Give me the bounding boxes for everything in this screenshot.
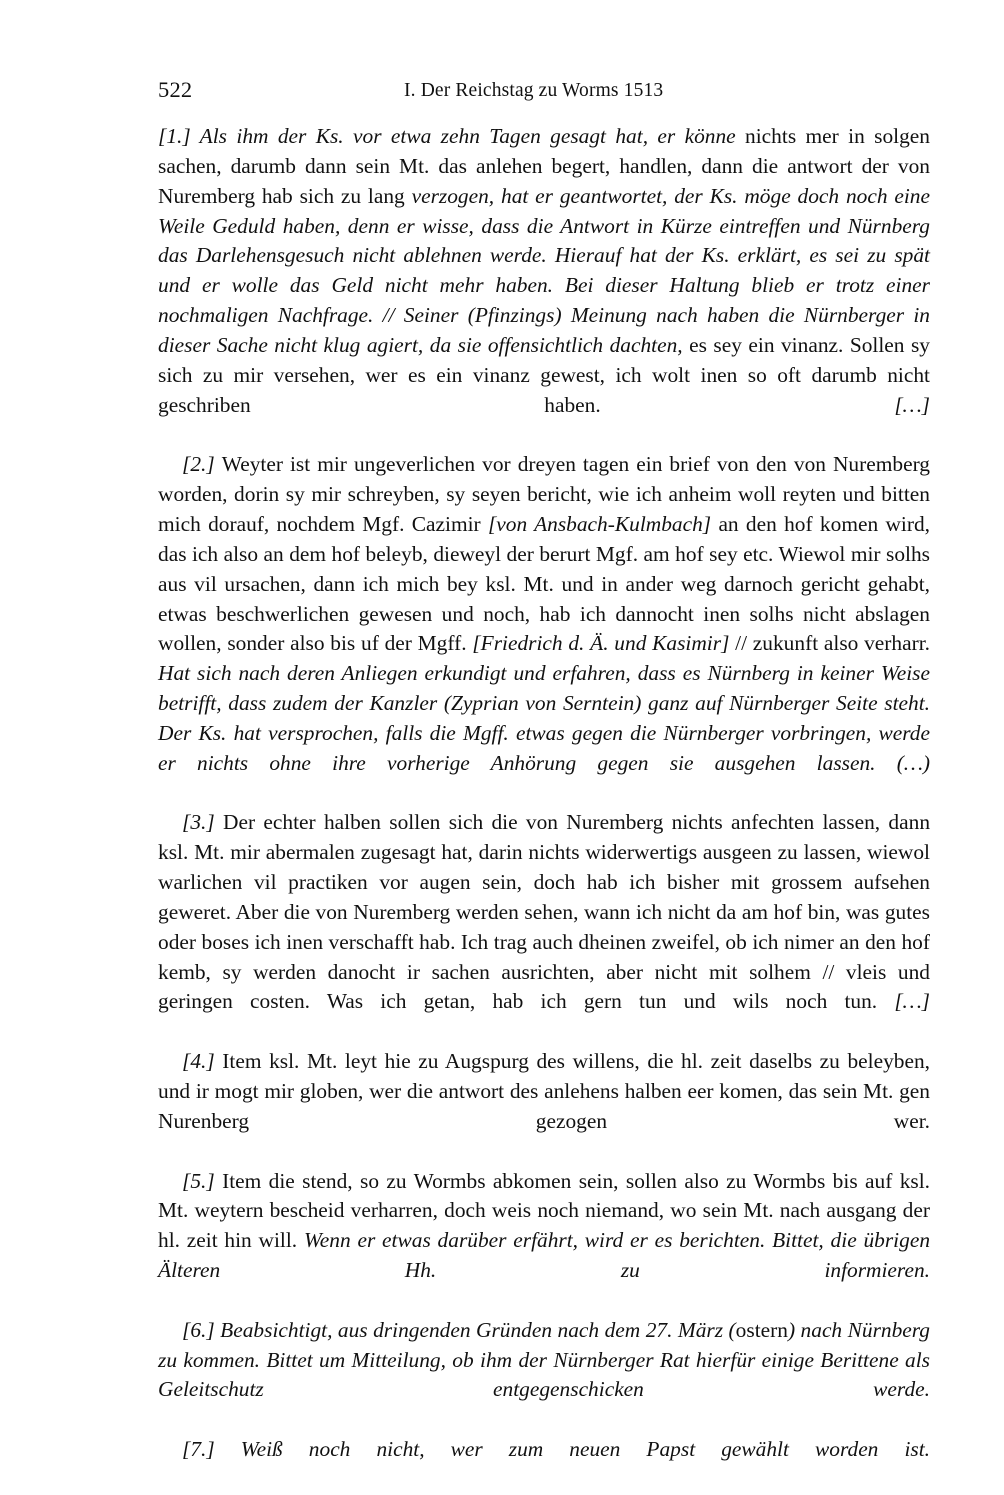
source-quotation-run: Weyter ist mir ungeverlichen vor dreyen tagen ein brief von den von Nuremberg worden, dorin sy mir schreyben, sy seyen bericht, wie ich anheim woll reyten und bitten mich dorauf, nochdem Mgf. Cazimir — [158, 452, 931, 536]
paragraph-4 — [158, 1047, 930, 1166]
editorial-summary-run: [4.] — [182, 1049, 223, 1074]
paragraph-3 — [158, 808, 930, 1047]
paragraph-6 — [158, 1316, 930, 1435]
paragraph-7 — [158, 1435, 930, 1495]
source-quotation-run: Der echter halben sollen sich die von Nuremberg nichts anfechten lassen, dann ksl. Mt. mir abermalen zugesagt hat, darin nichts widerwertigs ausgeen zu lassen, wiewol warlichen vil practiken vor augen sein, doch hab ich bisher mit grossem aufsehen geweret. Aber die von Nuremberg werden sehen, wann ich nicht da am hof bin, was gutes oder boses ich inen verschafft hab. Ich trag auch dheinen zweifel, ob ich nimer an den hof kemb, sy werden danocht ir sachen ausrichten, aber nicht mit solhem // vleis und geringen costen. Was ich getan, hab ich gern tun und wils noch tun. — [158, 810, 931, 1014]
editorial-summary-run: [von Ansbach-Kulmbach] — [487, 511, 719, 536]
editorial-summary-run: [6.] Beabsichtigt, aus dringenden Gründen nach dem 27. März ( — [182, 1317, 736, 1342]
editorial-summary-run: ) nach Nürnberg zu kommen. Bittet um Mitteilung, ob ihm der Nürnberger Rat hierfür einige Berittene als Geleitschutz entgegenschicken werde. — [158, 1317, 931, 1402]
paragraph-1 — [158, 122, 930, 450]
source-quotation-run: Item ksl. Mt. leyt hie zu Augspurg des willens, die hl. zeit daselbs zu beleyben, und ir mogt mir globen, wer die antwort des anlehens halben eer komen, das sein Mt. gen Nurenberg gezogen wer. — [158, 1049, 931, 1133]
editorial-summary-run: […] — [894, 989, 930, 1014]
editorial-summary-run: […] — [894, 392, 930, 417]
paragraph-5 — [158, 1167, 930, 1316]
source-quotation-run: an den hof komen wird, das ich also an dem hof beleyb, dieweyl der berurt Mgf. am hof sey etc. Wiewol mir solhs aus vil ursachen, dann ich mich bey ksl. Mt. und in ander weg darnoch gericht gehabt, etwas beschwerlichen gewesen und noch, hab ich dannocht inen solhs nicht abslagen wollen, sonder also bis uf der Mgff. — [158, 511, 931, 656]
editorial-summary-run: [5.] — [182, 1168, 223, 1193]
source-quotation-run: Item die stend, so zu Wormbs abkomen sein, sollen also zu Wormbs bis auf ksl. Mt. weytern bescheid verharren, doch weis noch niemand, wo sein Mt. nach ausgang der hl. zeit hin will. — [158, 1168, 931, 1253]
editorial-summary-run: [3.] — [182, 810, 224, 835]
editorial-summary-run: [2.] — [182, 452, 222, 477]
editorial-summary-run: verzogen, hat er geantwortet, der Ks. möge doch noch eine Weile Geduld haben, denn er wisse, dass die Antwort in Kürze eintreffen und Nürnberg das Darlehensgesuch nicht ablehnen werde. Hierauf hat der Ks. erklärt, es sei zu spät und er wolle das Geld nicht mehr haben. Bei dieser Haltung blieb er trotz einer nochmaligen Nachfrage. // Seiner (Pfinzings) Meinung nach haben die Nürnberger in dieser Sache nicht klug agiert, da sie offensichtlich dachten, — [158, 183, 930, 357]
source-quotation-run: ostern — [735, 1317, 788, 1342]
running-head-title: I. Der Reichstag zu Worms 1513 — [404, 80, 664, 101]
source-quotation-run: // zukunft also verharr. — [735, 631, 930, 656]
running-head — [158, 76, 858, 106]
page-number: 522 — [158, 77, 193, 102]
editorial-summary-run: [1.] Als ihm der Ks. vor etwa zehn Tagen gesagt hat, er könne — [158, 124, 746, 148]
editorial-summary-run: [Friedrich d. Ä. und Kasimir] — [472, 631, 736, 656]
paragraph-2 — [158, 450, 930, 808]
editorial-summary-run: Hat sich nach deren Anliegen erkundigt und erfahren, dass es Nürnberg in keiner Weise betrifft, dass zudem der Kanzler (Zyprian von Serntein) ganz auf Nürnberger Seite steht. Der Ks. hat versprochen, falls die Mgff. etwas gegen die Nürnberger vorbringen, werde er nichts ohne ihre vorherige Anhörung gegen sie ausgehen lassen. (…) — [158, 661, 930, 775]
source-quotation-run: es sey ein vinanz. Sollen sy sich zu mir versehen, wer es ein vinanz gewest, ich wolt inen so oft darumb nicht geschriben haben. — [158, 332, 930, 417]
source-quotation-run: nichts mer in solgen sachen, darumb dann sein Mt. das anlehen begert, handlen, dann die antwort der von Nuremberg hab sich zu lang — [158, 124, 930, 208]
body-text-block — [158, 122, 930, 1495]
editorial-summary-run: [7.] Weiß noch nicht, wer zum neuen Papst gewählt worden ist. — [182, 1437, 930, 1462]
editorial-summary-run: Wenn er etwas darüber erfährt, wird er es berichten. Bittet, die übrigen Älteren Hh. zu informieren. — [158, 1228, 931, 1283]
